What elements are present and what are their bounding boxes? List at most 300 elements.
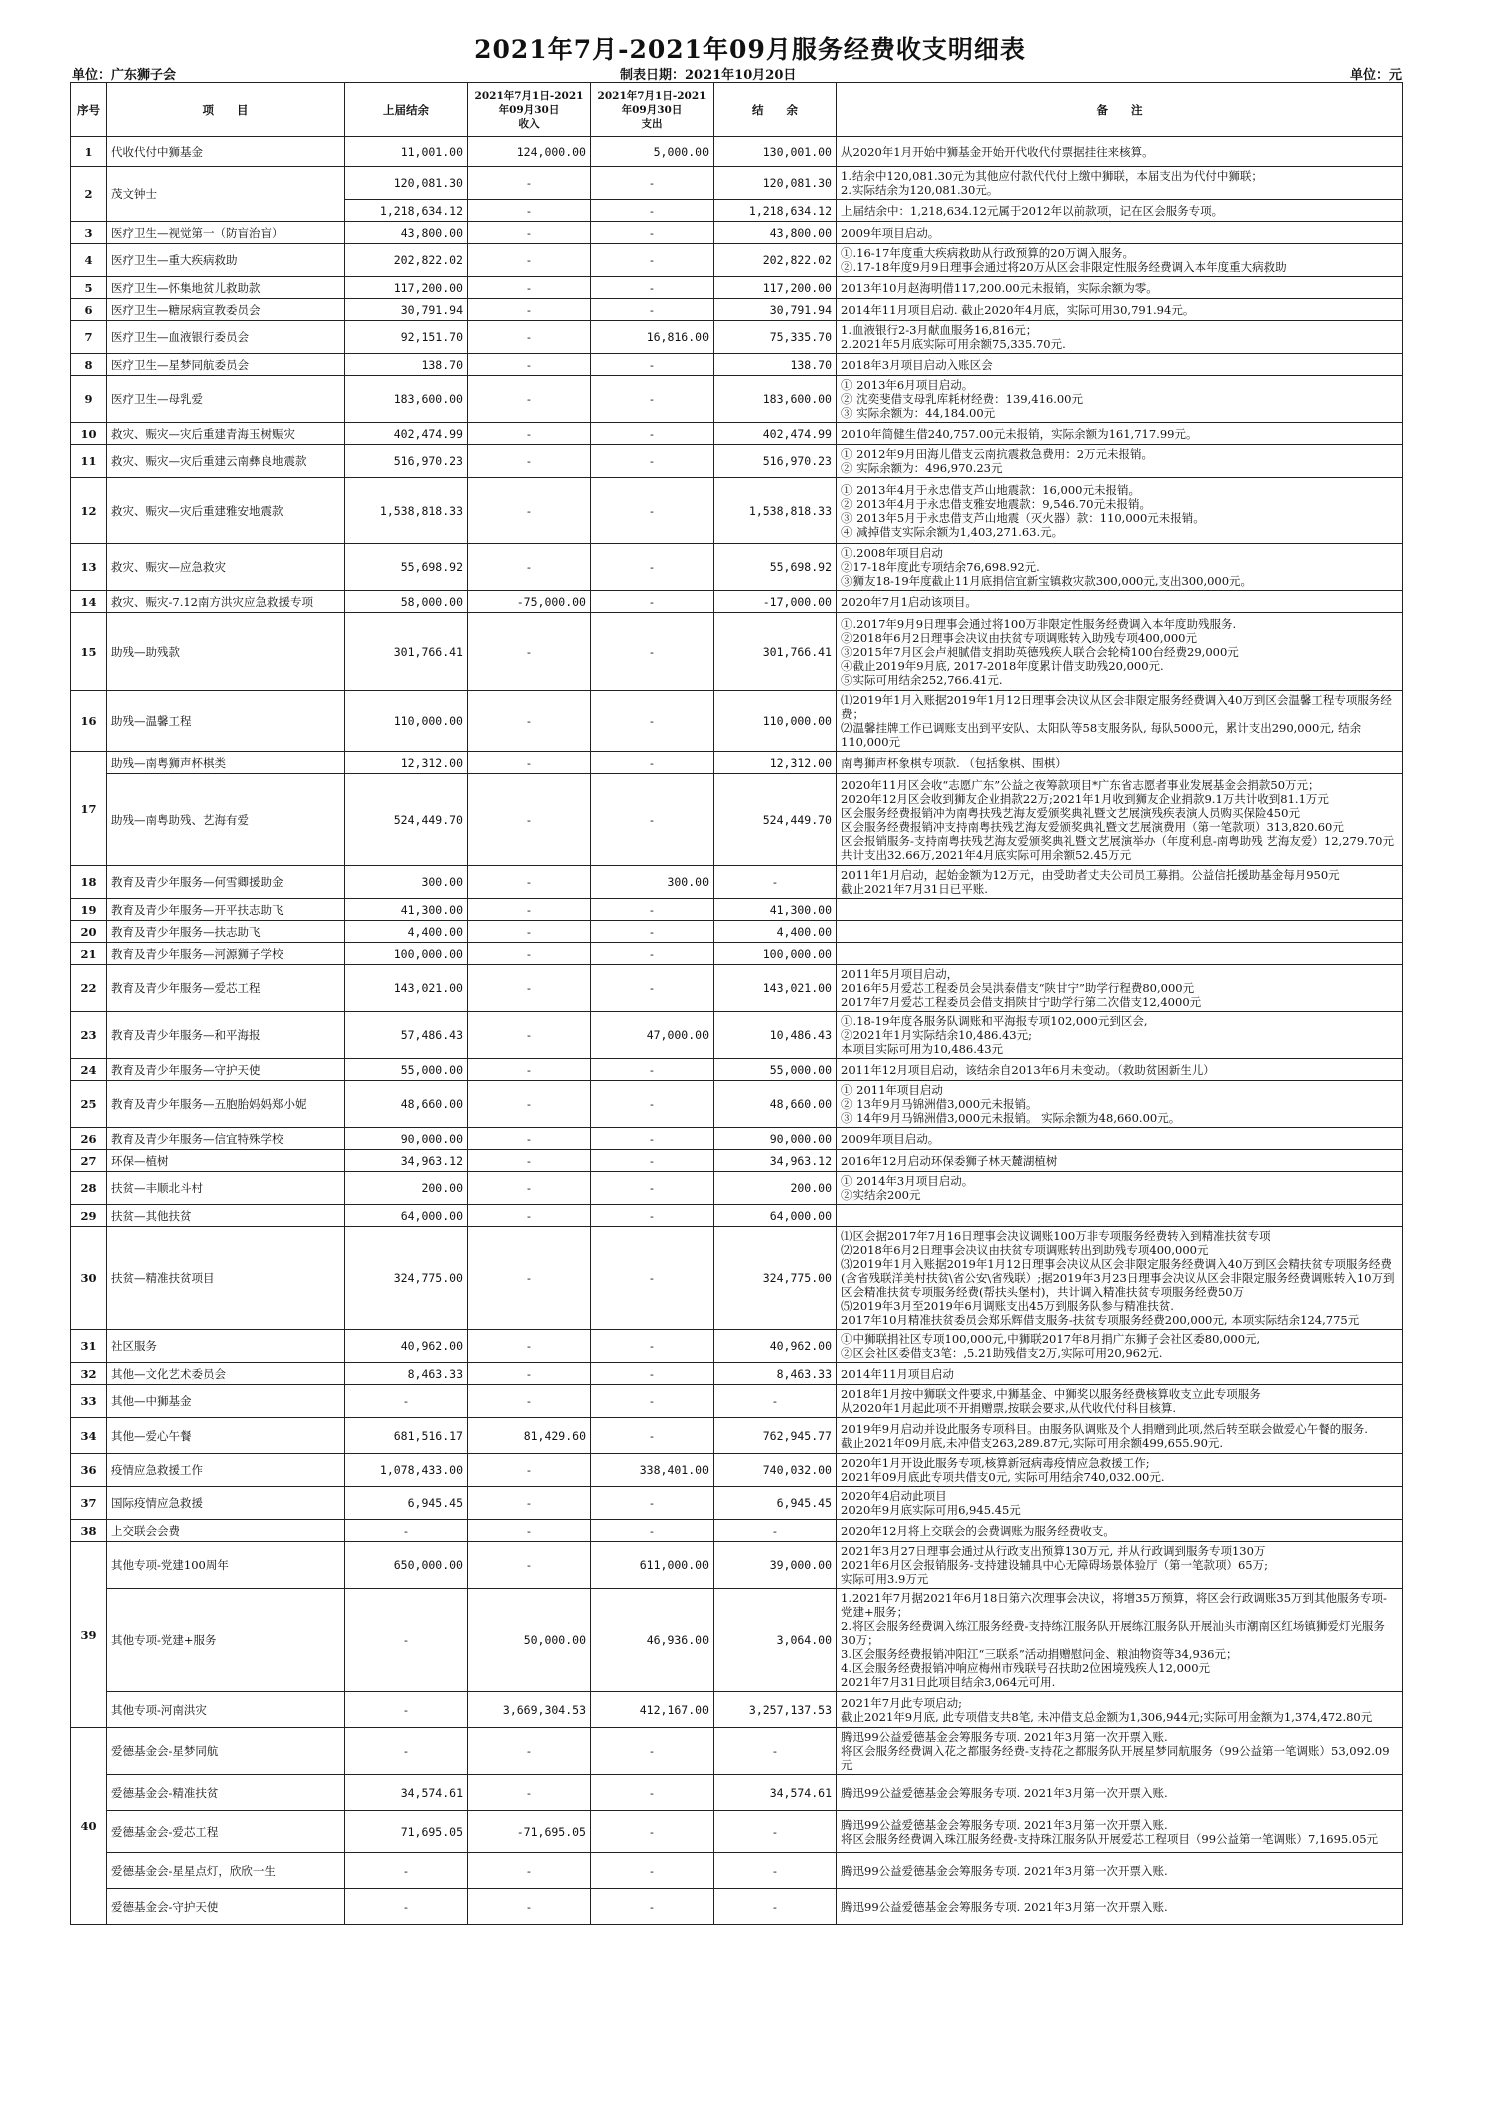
table-row — [71, 1811, 1403, 1853]
table-row — [71, 1150, 1403, 1172]
row-expense: - — [591, 1330, 714, 1363]
row-income: - — [468, 1853, 591, 1889]
table-row — [71, 1172, 1403, 1205]
row-item-name: 医疗卫生—重大疾病救助 — [107, 244, 345, 277]
row-income: - — [468, 965, 591, 1012]
row-note: 2010年简健生借240,757.00元未报销，实际余额为161,717.99元。 — [837, 423, 1403, 445]
row-balance: 120,081.30 — [714, 167, 837, 200]
row-note: 2020年1月开设此服务专项,核算新冠病毒疫情应急救援工作; 2021年09月底此专项共借支0元, 实际可用结余740,032.00元. — [837, 1454, 1403, 1487]
row-income: -71,695.05 — [468, 1811, 591, 1853]
row-note: 2018年3月项目启动入账区会 — [837, 354, 1403, 376]
row-expense: 16,816.00 — [591, 321, 714, 354]
row-prev-balance: 57,486.43 — [345, 1012, 468, 1059]
row-balance: - — [714, 1385, 837, 1418]
row-balance: 143,021.00 — [714, 965, 837, 1012]
row-number: 8 — [71, 354, 107, 376]
row-note: ① 2011年项目启动 ② 13年9月马锦洲借3,000元未报销。 ③ 14年9月马锦洲借3,000元未报销。 实际余额为48,660.00元。 — [837, 1081, 1403, 1128]
table-row — [71, 1205, 1403, 1227]
row-note: 2021年3月27日理事会通过从行政支出预算130万元, 并从行政调到服务专项130万 2021年6月区会报销服务-支持建设辅具中心无障碍场景体验厅（第一笔款项）65万; 实际可用3.9万元 — [837, 1542, 1403, 1589]
row-prev-balance: 1,078,433.00 — [345, 1454, 468, 1487]
row-balance: 130,001.00 — [714, 137, 837, 167]
row-income: - — [468, 299, 591, 321]
row-number: 9 — [71, 376, 107, 423]
row-note: ①中狮联捐社区专项100,000元,中狮联2017年8月捐广东狮子会社区委80,000元, ②区会社区委借支3笔：,5.21助残借支2万,实际可用20,962元. — [837, 1330, 1403, 1363]
row-number: 38 — [71, 1520, 107, 1542]
row-balance: 516,970.23 — [714, 445, 837, 478]
row-number: 15 — [71, 613, 107, 691]
row-note: ① 2013年4月于永忠借支芦山地震款：16,000元未报销。 ② 2013年4月于永忠借支雅安地震款：9,546.70元未报销。 ③ 2013年5月于永忠借支芦山地震（灭火器）款：110,000元未报销。 ④ 减掉借支实际余额为1,403,271.63.元。 — [837, 478, 1403, 544]
row-prev-balance: 8,463.33 — [345, 1363, 468, 1385]
row-income: - — [468, 1775, 591, 1811]
row-item-name: 助残—南粤助残、艺海有爱 — [107, 774, 345, 866]
row-income: - — [468, 200, 591, 222]
row-item-name: 医疗卫生—母乳爱 — [107, 376, 345, 423]
header-expense: 2021年7月1日-2021年09月30日 支出 — [591, 83, 714, 137]
row-prev-balance: 138.70 — [345, 354, 468, 376]
row-note: 腾迅99公益爱德基金会筹服务专项. 2021年3月第一次开票入账. 将区会服务经费调入花之都服务经费-支持花之都服务队开展星梦同航服务（99公益第一笔调账）53,092.09元 — [837, 1728, 1403, 1775]
table-row — [71, 1081, 1403, 1128]
row-note: ⑴2019年1月入账据2019年1月12日理事会决议从区会非限定服务经费调入40万到区会温馨工程专项服务经费； ⑵温馨挂牌工作已调账支出到平安队、太阳队等58支服务队, 每队5000元，累计支出290,000元, 结余110,000元 — [837, 691, 1403, 752]
row-balance: 41,300.00 — [714, 899, 837, 921]
row-item-name: 社区服务 — [107, 1330, 345, 1363]
table-row — [71, 1128, 1403, 1150]
row-number: 21 — [71, 943, 107, 965]
row-prev-balance: - — [345, 1589, 468, 1692]
row-prev-balance: 200.00 — [345, 1172, 468, 1205]
table-row — [71, 1227, 1403, 1330]
table-row — [71, 478, 1403, 544]
row-item-name: 教育及青少年服务—和平海报 — [107, 1012, 345, 1059]
row-number: 25 — [71, 1081, 107, 1128]
row-balance: 64,000.00 — [714, 1205, 837, 1227]
row-expense: - — [591, 423, 714, 445]
row-prev-balance: - — [345, 1728, 468, 1775]
row-income: - — [468, 445, 591, 478]
row-item-name: 爱德基金会-星梦同航 — [107, 1728, 345, 1775]
row-prev-balance: 300.00 — [345, 866, 468, 899]
row-item-name: 上交联会会费 — [107, 1520, 345, 1542]
row-prev-balance: 92,151.70 — [345, 321, 468, 354]
row-note — [837, 943, 1403, 965]
row-balance: - — [714, 1728, 837, 1775]
row-prev-balance: 4,400.00 — [345, 921, 468, 943]
row-note: 上届结余中：1,218,634.12元属于2012年以前款项，记在区会服务专项。 — [837, 200, 1403, 222]
table-row — [71, 1418, 1403, 1454]
row-income: - — [468, 1542, 591, 1589]
row-number: 17 — [71, 752, 107, 866]
row-number: 40 — [71, 1728, 107, 1925]
row-expense: - — [591, 943, 714, 965]
row-income: -75,000.00 — [468, 591, 591, 613]
row-note — [837, 1205, 1403, 1227]
table-row — [71, 222, 1403, 244]
row-expense: - — [591, 691, 714, 752]
row-balance: 10,486.43 — [714, 1012, 837, 1059]
row-expense: - — [591, 1059, 714, 1081]
row-item-name: 爱德基金会-精准扶贫 — [107, 1775, 345, 1811]
table-row — [71, 752, 1403, 774]
row-prev-balance: - — [345, 1889, 468, 1925]
row-balance: 55,000.00 — [714, 1059, 837, 1081]
row-balance: - — [714, 866, 837, 899]
row-note: 腾迅99公益爱德基金会筹服务专项. 2021年3月第一次开票入账. — [837, 1853, 1403, 1889]
header-prev-balance: 上届结余 — [345, 83, 468, 137]
header-item: 项 目 — [107, 83, 345, 137]
table-row — [71, 1589, 1403, 1692]
row-income: - — [468, 167, 591, 200]
row-expense: - — [591, 1853, 714, 1889]
row-number: 16 — [71, 691, 107, 752]
row-prev-balance: 117,200.00 — [345, 277, 468, 299]
row-prev-balance: - — [345, 1385, 468, 1418]
row-balance: 402,474.99 — [714, 423, 837, 445]
row-balance: 75,335.70 — [714, 321, 837, 354]
row-note: 2021年7月此专项启动; 截止2021年9月底, 此专项借支共8笔, 未冲借支总金额为1,306,944元;实际可用金额为1,374,472.80元 — [837, 1692, 1403, 1728]
row-expense: - — [591, 478, 714, 544]
row-item-name: 教育及青少年服务—爱芯工程 — [107, 965, 345, 1012]
row-item-name: 救灾、赈灾—灾后重建青海玉树赈灾 — [107, 423, 345, 445]
row-income: - — [468, 1081, 591, 1128]
row-number: 1 — [71, 137, 107, 167]
row-income: - — [468, 1889, 591, 1925]
row-note: ①.18-19年度各服务队调账和平海报专项102,000元到区会, ②2021年1月实际结余10,486.43元; 本项目实际可用为10,486.43元 — [837, 1012, 1403, 1059]
row-note: 腾迅99公益爱德基金会筹服务专项. 2021年3月第一次开票入账. 将区会服务经费调入珠江服务经费-支持珠江服务队开展爱芯工程项目（99公益第一笔调账）7,1695.05元 — [837, 1811, 1403, 1853]
row-number: 19 — [71, 899, 107, 921]
header-income: 2021年7月1日-2021年09月30日 收入 — [468, 83, 591, 137]
table-row — [71, 376, 1403, 423]
header-note: 备 注 — [837, 83, 1403, 137]
row-income: - — [468, 1059, 591, 1081]
table-row — [71, 866, 1403, 899]
table-row — [71, 423, 1403, 445]
row-item-name: 医疗卫生—怀集地贫儿救助款 — [107, 277, 345, 299]
row-income: - — [468, 222, 591, 244]
row-prev-balance: 41,300.00 — [345, 899, 468, 921]
table-header — [71, 83, 1403, 137]
row-prev-balance: 143,021.00 — [345, 965, 468, 1012]
row-note: 2020年12月将上交联会的会费调账为服务经费收支。 — [837, 1520, 1403, 1542]
row-number: 29 — [71, 1205, 107, 1227]
row-item-name: 救灾、赈灾—灾后重建云南彝良地震款 — [107, 445, 345, 478]
row-item-name: 其他—中狮基金 — [107, 1385, 345, 1418]
row-number: 39 — [71, 1542, 107, 1728]
row-expense: - — [591, 1385, 714, 1418]
row-note: 从2020年1月开始中狮基金开始开代收代付票据挂往来核算。 — [837, 137, 1403, 167]
row-note: 2014年11月项目启动. 截止2020年4月底，实际可用30,791.94元。 — [837, 299, 1403, 321]
row-prev-balance: 100,000.00 — [345, 943, 468, 965]
row-expense: - — [591, 354, 714, 376]
unit-right: 单位：元 — [1349, 68, 1402, 83]
row-balance: - — [714, 1520, 837, 1542]
row-prev-balance: 34,963.12 — [345, 1150, 468, 1172]
row-expense: 47,000.00 — [591, 1012, 714, 1059]
table-row — [71, 1542, 1403, 1589]
row-expense: - — [591, 200, 714, 222]
row-number: 13 — [71, 544, 107, 591]
row-balance: 39,000.00 — [714, 1542, 837, 1589]
row-note: 南粤狮声杯象棋专项款. （包括象棋、围棋） — [837, 752, 1403, 774]
table-row — [71, 1520, 1403, 1542]
row-number: 5 — [71, 277, 107, 299]
row-item-name: 教育及青少年服务—信宜特殊学校 — [107, 1128, 345, 1150]
table-row — [71, 544, 1403, 591]
row-number: 14 — [71, 591, 107, 613]
row-note: 2011年5月项目启动， 2016年5月爱芯工程委员会吴洪泰借支“陕甘宁”助学行程费80,000元 2017年7月爱芯工程委员会借支捐陕甘宁助学行第二次借支12,4000元 — [837, 965, 1403, 1012]
row-note: ① 2014年3月项目启动。 ②实结余200元 — [837, 1172, 1403, 1205]
row-income: - — [468, 1363, 591, 1385]
row-number: 2 — [71, 167, 107, 222]
row-number: 12 — [71, 478, 107, 544]
row-income: - — [468, 1172, 591, 1205]
row-expense: - — [591, 167, 714, 200]
row-income: - — [468, 774, 591, 866]
row-prev-balance: 43,800.00 — [345, 222, 468, 244]
row-balance: 8,463.33 — [714, 1363, 837, 1385]
row-expense: - — [591, 1487, 714, 1520]
row-balance: 202,822.02 — [714, 244, 837, 277]
table-row — [71, 137, 1403, 167]
row-expense: 412,167.00 — [591, 1692, 714, 1728]
row-expense: - — [591, 1227, 714, 1330]
row-number: 18 — [71, 866, 107, 899]
row-expense: 5,000.00 — [591, 137, 714, 167]
row-prev-balance: 55,000.00 — [345, 1059, 468, 1081]
table-row — [71, 965, 1403, 1012]
row-note: 腾迅99公益爱德基金会筹服务专项. 2021年3月第一次开票入账. — [837, 1775, 1403, 1811]
row-balance: 34,574.61 — [714, 1775, 837, 1811]
row-expense: - — [591, 613, 714, 691]
row-prev-balance: 48,660.00 — [345, 1081, 468, 1128]
row-prev-balance: - — [345, 1853, 468, 1889]
row-balance: 100,000.00 — [714, 943, 837, 965]
row-income: - — [468, 866, 591, 899]
row-number: 4 — [71, 244, 107, 277]
row-number: 26 — [71, 1128, 107, 1150]
row-expense: - — [591, 1775, 714, 1811]
table-row — [71, 899, 1403, 921]
table-row — [71, 943, 1403, 965]
row-balance: 200.00 — [714, 1172, 837, 1205]
row-note: ①.16-17年度重大疾病救助从行政预算的20万调入服务。 ②.17-18年度9月9日理事会通过将20万从区会非限定性服务经费调入本年度重大病救助 — [837, 244, 1403, 277]
row-number: 3 — [71, 222, 107, 244]
row-number: 22 — [71, 965, 107, 1012]
row-income: - — [468, 899, 591, 921]
row-note: ① 2013年6月项目启动。 ② 沈奕斐借支母乳库耗材经费：139,416.00元 ③ 实际余额为：44,184.00元 — [837, 376, 1403, 423]
row-note: 2020年7月1启动该项目。 — [837, 591, 1403, 613]
row-number: 20 — [71, 921, 107, 943]
row-note: ① 2012年9月田海儿借支云南抗震救急费用：2万元未报销。 ② 实际余额为：496,970.23元 — [837, 445, 1403, 478]
row-prev-balance: 6,945.45 — [345, 1487, 468, 1520]
row-note — [837, 899, 1403, 921]
row-prev-balance: 681,516.17 — [345, 1418, 468, 1454]
row-item-name: 助残—助残款 — [107, 613, 345, 691]
row-income: - — [468, 376, 591, 423]
row-balance: 34,963.12 — [714, 1150, 837, 1172]
row-expense: - — [591, 1811, 714, 1853]
row-balance: 524,449.70 — [714, 774, 837, 866]
row-balance: 4,400.00 — [714, 921, 837, 943]
page-title: 2021年7月-2021年09月服务经费收支明细表 — [474, 35, 1026, 64]
row-expense: - — [591, 1172, 714, 1205]
row-note: 2016年12月启动环保委狮子林天麓湖植树 — [837, 1150, 1403, 1172]
row-income: - — [468, 1205, 591, 1227]
row-prev-balance: 40,962.00 — [345, 1330, 468, 1363]
row-note: 2018年1月按中狮联文件要求,中狮基金、中狮奖以服务经费核算收支立此专项服务 从2020年1月起此项不开捐赠票,按联会要求,从代收代付科目核算. — [837, 1385, 1403, 1418]
table-row — [71, 591, 1403, 613]
row-income: - — [468, 1012, 591, 1059]
row-item-name: 扶贫—丰顺北斗村 — [107, 1172, 345, 1205]
row-note: 2020年4启动此项目 2020年9月底实际可用6,945.45元 — [837, 1487, 1403, 1520]
row-item-name: 医疗卫生—糖尿病宣教委员会 — [107, 299, 345, 321]
row-prev-balance: 58,000.00 — [345, 591, 468, 613]
row-item-name: 其他专项-党建100周年 — [107, 1542, 345, 1589]
row-expense: - — [591, 1128, 714, 1150]
row-note: ①.2017年9月9日理事会通过将100万非限定性服务经费调入本年度助残服务. ②2018年6月2日理事会决议由扶贫专项调账转入助残专项400,000元 ③2015年7月区会卢昶腻借支捐助英德残疾人联合会轮椅100台经费29,000元 ④截止2019年9月底, 2017-2018年度累计借支助残20,000元. ⑤实际可用结余252,766.41元. — [837, 613, 1403, 691]
row-income: - — [468, 1330, 591, 1363]
row-number: 36 — [71, 1454, 107, 1487]
row-expense: 338,401.00 — [591, 1454, 714, 1487]
row-income: - — [468, 1487, 591, 1520]
row-item-name: 爱德基金会-爱芯工程 — [107, 1811, 345, 1853]
row-number: 30 — [71, 1227, 107, 1330]
row-expense: - — [591, 222, 714, 244]
row-note: 2013年10月赵海明借117,200.00元未报销，实际余额为零。 — [837, 277, 1403, 299]
row-item-name: 教育及青少年服务—守护天使 — [107, 1059, 345, 1081]
row-balance: 110,000.00 — [714, 691, 837, 752]
row-note: ①.2008年项目启动 ②17-18年度此专项结余76,698.92元. ③狮友18-19年度截止11月底捐信宜新宝镇救灾款300,000元,支出300,000元。 — [837, 544, 1403, 591]
row-item-name: 爱德基金会-守护天使 — [107, 1889, 345, 1925]
row-note: 2019年9月启动并设此服务专项科目。由服务队调账及个人捐赠到此项,然后转至联会做爱心午餐的服务. 截止2021年09月底,未冲借支263,289.87元,实际可用余额499,655.90元. — [837, 1418, 1403, 1454]
row-income: - — [468, 354, 591, 376]
row-number: 34 — [71, 1418, 107, 1454]
row-item-name: 国际疫情应急救援 — [107, 1487, 345, 1520]
table-row — [71, 1889, 1403, 1925]
row-expense: - — [591, 899, 714, 921]
row-number: 31 — [71, 1330, 107, 1363]
row-item-name: 教育及青少年服务—开平扶志助飞 — [107, 899, 345, 921]
row-expense: - — [591, 445, 714, 478]
row-prev-balance: - — [345, 1692, 468, 1728]
row-income: - — [468, 1385, 591, 1418]
row-number: 27 — [71, 1150, 107, 1172]
row-note: 2009年项目启动。 — [837, 1128, 1403, 1150]
row-income: - — [468, 613, 591, 691]
row-income: - — [468, 1728, 591, 1775]
row-income: - — [468, 752, 591, 774]
row-balance: 3,064.00 — [714, 1589, 837, 1692]
row-balance: 12,312.00 — [714, 752, 837, 774]
row-item-name: 教育及青少年服务—何雪卿援助金 — [107, 866, 345, 899]
row-item-name: 爱德基金会-星星点灯，欣欣一生 — [107, 1853, 345, 1889]
row-expense: - — [591, 1520, 714, 1542]
table-row — [71, 921, 1403, 943]
table-row — [71, 277, 1403, 299]
table-row — [71, 1059, 1403, 1081]
header-balance: 结 余 — [714, 83, 837, 137]
row-income: - — [468, 1150, 591, 1172]
table-row — [71, 321, 1403, 354]
row-item-name: 其他专项-河南洪灾 — [107, 1692, 345, 1728]
row-item-name: 其他专项-党建+服务 — [107, 1589, 345, 1692]
row-item-name: 其他—文化艺术委员会 — [107, 1363, 345, 1385]
row-expense: - — [591, 921, 714, 943]
row-number: 11 — [71, 445, 107, 478]
row-note: 2009年项目启动。 — [837, 222, 1403, 244]
row-prev-balance: 1,538,818.33 — [345, 478, 468, 544]
expense-table — [70, 82, 1403, 1925]
table-row — [71, 299, 1403, 321]
row-prev-balance: 301,766.41 — [345, 613, 468, 691]
row-item-name: 其他—爱心午餐 — [107, 1418, 345, 1454]
row-number: 6 — [71, 299, 107, 321]
row-item-name: 助残—温馨工程 — [107, 691, 345, 752]
row-balance: 183,600.00 — [714, 376, 837, 423]
row-balance: - — [714, 1811, 837, 1853]
row-expense: 611,000.00 — [591, 1542, 714, 1589]
table-row — [71, 1728, 1403, 1775]
row-income: - — [468, 478, 591, 544]
row-note — [837, 921, 1403, 943]
row-prev-balance: 120,081.30 — [345, 167, 468, 200]
row-expense: - — [591, 544, 714, 591]
row-income: - — [468, 943, 591, 965]
row-number: 23 — [71, 1012, 107, 1059]
row-item-name: 医疗卫生—视觉第一（防盲治盲） — [107, 222, 345, 244]
row-prev-balance: 402,474.99 — [345, 423, 468, 445]
row-number: 32 — [71, 1363, 107, 1385]
row-balance: 1,538,818.33 — [714, 478, 837, 544]
row-expense: - — [591, 591, 714, 613]
row-balance: -17,000.00 — [714, 591, 837, 613]
row-item-name: 救灾、赈灾—灾后重建雅安地震款 — [107, 478, 345, 544]
row-expense: - — [591, 1889, 714, 1925]
table-row — [71, 774, 1403, 866]
table-row — [71, 1012, 1403, 1059]
table-row — [71, 1692, 1403, 1728]
row-income: 3,669,304.53 — [468, 1692, 591, 1728]
row-balance: 55,698.92 — [714, 544, 837, 591]
row-number: 7 — [71, 321, 107, 354]
row-income: - — [468, 1227, 591, 1330]
row-balance: 30,791.94 — [714, 299, 837, 321]
row-number: 10 — [71, 423, 107, 445]
row-prev-balance: 64,000.00 — [345, 1205, 468, 1227]
table-row — [71, 691, 1403, 752]
row-balance: 740,032.00 — [714, 1454, 837, 1487]
table-row — [71, 1330, 1403, 1363]
row-prev-balance: 183,600.00 — [345, 376, 468, 423]
row-item-name: 救灾、赈灾—应急救灾 — [107, 544, 345, 591]
row-number: 24 — [71, 1059, 107, 1081]
row-number: 28 — [71, 1172, 107, 1205]
row-balance: 324,775.00 — [714, 1227, 837, 1330]
row-balance: 762,945.77 — [714, 1418, 837, 1454]
row-item-name: 环保—植树 — [107, 1150, 345, 1172]
row-note: 1.2021年7月据2021年6月18日第六次理事会决议，将增35万预算，将区会行政调账35万到其他服务专项-党建+服务； 2.将区会服务经费调入练江服务经费-支持练江服务队开展练江服务队开展汕头市潮南区红场镇狮爱灯光服务30万； 3.区会服务经费报销冲阳江“三联系”活动捐赠慰问金、粮油物资等34,936元； 4.区会服务经费报销冲响应梅州市残联号召扶助2位困境残疾人12,000元 2021年7月31日此项目结余3,064元可用. — [837, 1589, 1403, 1692]
row-note: 1.结余中120,081.30元为其他应付款代代付上缴中狮联，本届支出为代付中狮联； 2.实际结余为120,081.30元。 — [837, 167, 1403, 200]
row-note: 2011年12月项目启动，该结余自2013年6月未变动。（救助贫困新生儿） — [837, 1059, 1403, 1081]
row-note: 2014年11月项目启动 — [837, 1363, 1403, 1385]
row-balance: 301,766.41 — [714, 613, 837, 691]
row-balance: 138.70 — [714, 354, 837, 376]
row-expense: - — [591, 1728, 714, 1775]
row-income: 124,000.00 — [468, 137, 591, 167]
row-income: - — [468, 277, 591, 299]
row-prev-balance: 516,970.23 — [345, 445, 468, 478]
row-income: - — [468, 1520, 591, 1542]
row-income: - — [468, 321, 591, 354]
row-expense: 46,936.00 — [591, 1589, 714, 1692]
